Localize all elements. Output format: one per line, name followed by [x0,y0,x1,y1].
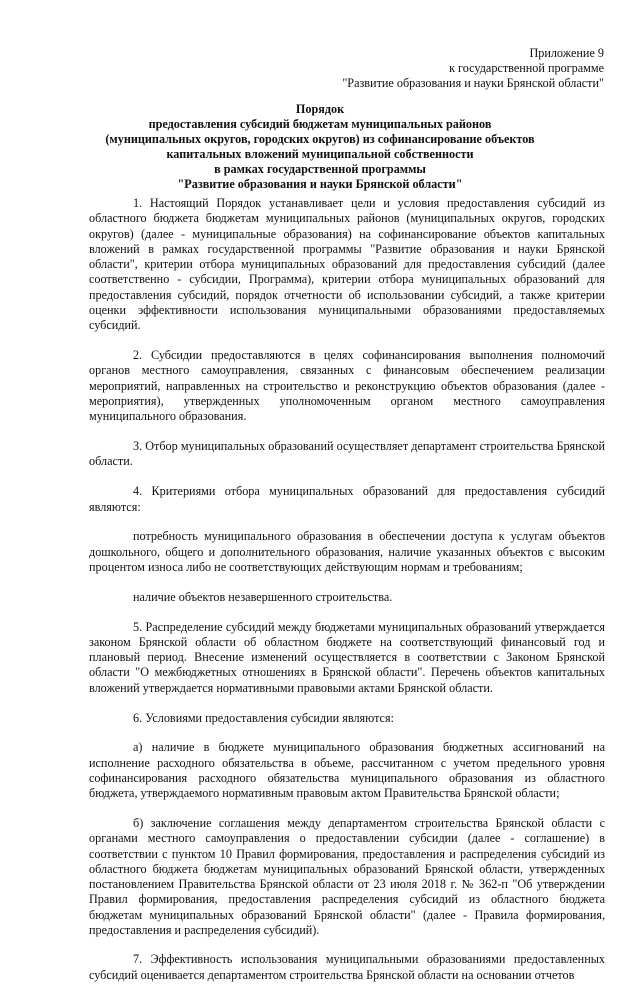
paragraph-5: 5. Распределение субсидий между бюджетами муниципальных образований утверждается законом Брянской области об областном бюджете на соответствующий финансовый год и плановый период. Внесение изменений осуществляется в соответствии с Законом Брянской области "О межбюджетных отношениях в Брянской области". Перечень объектов капитальных вложений утверждается нормативными правовыми актами Брянской области. [89,619,605,695]
paragraph-4-criterion-1: потребность муниципального образования в обеспечении доступа к услугам объектов дошкольного, общего и дополнительного образования, наличие указанных объектов с высоким процентом износа либо не соответствующих действующим нормам и требованиям; [89,529,605,574]
title-line-4: капитальных вложений муниципальной собственности [166,147,474,161]
title-line-1: Порядок [295,102,345,116]
appendix-header [342,46,604,91]
paragraph-2: 2. Субсидии предоставляются в целях софинансирования выполнения полномочий органов местного самоуправления, связанных с финансовым обеспечением реализации мероприятий, направленных на строительство и реконструкцию объектов образования (далее - мероприятия), утвержденных уполномоченным органом местного самоуправления муниципального образования. [89,348,605,424]
appendix-program-name: "Развитие образования и науки Брянской области" [342,76,604,90]
appendix-number: Приложение 9 [529,46,604,60]
paragraph-1: 1. Настоящий Порядок устанавливает цели и условия предоставления субсидий из областного бюджета бюджетам муниципальных районов (муниципальных округов, городских округов) (далее - муниципальные образования) на софинансирование объектов капитальных вложений в рамках государственной программы "Развитие образования и науки Брянской области", критерии отбора муниципальных образований для предоставления субсидий (далее соответственно - субсидии, Программа), критерии отбора муниципальных образований для предоставления субсидий, порядок отчетности об использовании субсидий, а также критерии оценки эффективности использования муниципальными образованиями предоставляемых субсидий. [89,196,605,333]
title-line-6: "Развитие образования и науки Брянской области" [177,177,463,191]
document-body [89,196,605,997]
document-title [60,102,580,192]
paragraph-6: 6. Условиями предоставления субсидии являются: [133,710,394,725]
appendix-program-ref: к государственной программе [449,61,604,75]
paragraph-7: 7. Эффективность использования муниципальными образованиями предоставленных субсидий оценивается департаментом строительства Брянской области на основании отчетов [89,952,605,982]
paragraph-3: 3. Отбор муниципальных образований осуществляет департамент строительства Брянской области. [89,439,605,469]
title-line-5: в рамках государственной программы [214,162,426,176]
paragraph-4: 4. Критериями отбора муниципальных образований для предоставления субсидий являются: [89,484,605,514]
title-line-3: (муниципальных округов, городских округов) из софинансирование объектов [105,132,535,146]
paragraph-6-condition-a: а) наличие в бюджете муниципального образования бюджетных ассигнований на исполнение расходного обязательства в объеме, рассчитанном с учетом предельного уровня софинансирования расходного обязательства муниципального образования из областного бюджета, утверждаемого нормативным правовым актом Правительства Брянской области; [89,740,605,801]
paragraph-4-criterion-2: наличие объектов незавершенного строительства. [133,589,393,604]
paragraph-6-condition-b: б) заключение соглашения между департаментом строительства Брянской области с органами местного самоуправления о предоставлении субсидии (далее - соглашение) в соответствии с пунктом 10 Правил формирования, предоставления и распределения субсидий из областного бюджета бюджетам муниципальных образований Брянской области, утвержденных постановлением Правительства Брянской области от 23 июля 2018 г. № 362-п "Об утверждении Правил формирования, предоставления распределения субсидий из областного бюджета бюджетам муниципальных образований Брянской области" (далее - Правила формирования, предоставления и распределения субсидий). [89,816,605,938]
title-line-2: предоставления субсидий бюджетам муниципальных районов [148,117,492,131]
